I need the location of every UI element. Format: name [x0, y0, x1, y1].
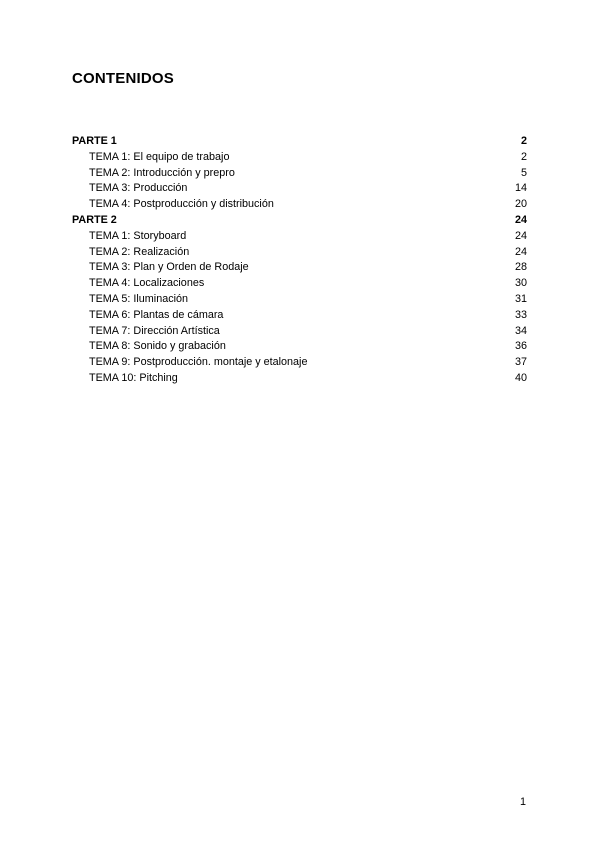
- toc-page-number: 20: [514, 198, 527, 211]
- toc-topic-label: TEMA 9: Postproducción. montaje y etalonaje: [89, 356, 308, 369]
- toc-topic-label: TEMA 2: Introducción y prepro: [89, 166, 235, 179]
- toc-topic-row[interactable]: [72, 229, 527, 245]
- toc-page-number: 40: [514, 371, 527, 384]
- toc-part-label: PARTE 2: [72, 213, 117, 226]
- toc-topic-label: TEMA 1: El equipo de trabajo: [89, 150, 230, 163]
- toc-topic-row[interactable]: [72, 197, 527, 213]
- toc-topic-label: TEMA 6: Plantas de cámara: [89, 308, 224, 321]
- toc-topic-row[interactable]: [72, 276, 527, 292]
- toc-page-number: 24: [514, 229, 527, 242]
- toc-topic-row[interactable]: [72, 339, 527, 355]
- toc-part-row[interactable]: [72, 134, 527, 150]
- toc-topic-label: TEMA 4: Localizaciones: [89, 277, 205, 290]
- toc-topic-label: TEMA 8: Sonido y grabación: [89, 340, 226, 353]
- toc-topic-row[interactable]: [72, 245, 527, 261]
- toc-topic-row[interactable]: [72, 308, 527, 324]
- toc-page-number: 14: [514, 182, 527, 195]
- toc-page-number: 30: [514, 277, 527, 290]
- toc-topic-row[interactable]: [72, 355, 527, 371]
- toc-topic-row[interactable]: [72, 181, 527, 197]
- toc-topic-label: TEMA 7: Dirección Artística: [89, 324, 220, 337]
- toc-page-number: 28: [514, 261, 527, 274]
- toc-topic-row[interactable]: [72, 371, 527, 387]
- toc-topic-label: TEMA 3: Plan y Orden de Rodaje: [89, 261, 249, 274]
- toc-page-number: 31: [514, 292, 527, 305]
- toc-page-number: 33: [514, 308, 527, 321]
- toc-topic-label: TEMA 2: Realización: [89, 245, 190, 258]
- toc-part-row[interactable]: [72, 213, 527, 229]
- toc-topic-label: TEMA 3: Producción: [89, 182, 188, 195]
- toc-topic-label: TEMA 5: Iluminación: [89, 292, 189, 305]
- toc-page-number: 2: [520, 150, 527, 163]
- toc-page-number: 24: [514, 213, 527, 226]
- toc-page-number: 34: [514, 324, 527, 337]
- toc-page-number: 24: [514, 245, 527, 258]
- toc-topic-row[interactable]: [72, 260, 527, 276]
- toc-page-number: 2: [520, 135, 527, 147]
- toc-topic-row[interactable]: [72, 324, 527, 340]
- toc-topic-row[interactable]: [72, 292, 527, 308]
- toc-topic-row[interactable]: [72, 166, 527, 182]
- toc-page-number: 37: [514, 356, 527, 369]
- toc-page-number: 5: [520, 166, 527, 179]
- page-number: 1: [519, 796, 526, 808]
- toc-topic-label: TEMA 10: Pitching: [89, 371, 178, 384]
- table-of-contents: [72, 134, 527, 387]
- toc-page-number: 36: [514, 340, 527, 353]
- page-title: CONTENIDOS: [72, 70, 175, 87]
- toc-topic-label: TEMA 4: Postproducción y distribución: [89, 198, 274, 211]
- toc-topic-row[interactable]: [72, 150, 527, 166]
- toc-topic-label: TEMA 1: Storyboard: [89, 229, 187, 242]
- toc-part-label: PARTE 1: [72, 135, 117, 147]
